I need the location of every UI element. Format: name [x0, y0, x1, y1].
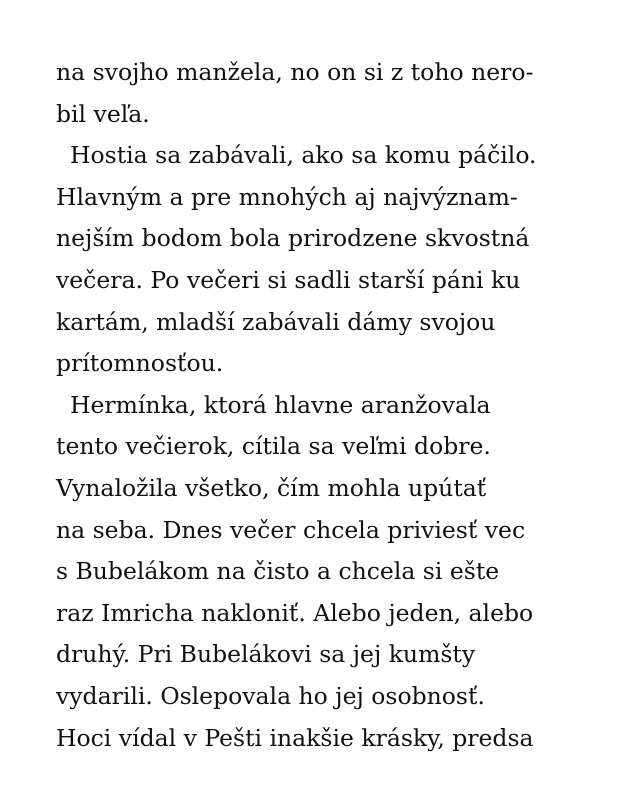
text-line-9: Hermínka, ktorá hlavne aranžovala	[70, 390, 491, 419]
text-line-5: nejším bodom bola prirodzene skvostná	[56, 224, 530, 253]
text-line-3: Hostia sa zabávali, ako sa komu páčilo.	[70, 141, 537, 170]
text-line-11: Vynaložila všetko, čím mohla upútať	[56, 473, 487, 502]
text-line-8: prítomnosťou.	[56, 349, 224, 378]
text-line-2: bil veľa.	[56, 99, 150, 128]
text-line-6: večera. Po večeri si sadli starší páni ku	[56, 265, 521, 294]
book-page-text	[56, 52, 596, 759]
text-line-15: druhý. Pri Bubelákovi sa jej kumšty	[56, 640, 476, 669]
text-line-12: na seba. Dnes večer chcela priviesť vec	[56, 515, 526, 544]
text-line-14: raz Imricha nakloniť. Alebo jeden, alebo	[56, 598, 534, 627]
text-line-17: Hoci vídal v Pešti inakšie krásky, predsa	[56, 723, 534, 752]
text-line-10: tento večierok, cítila sa veľmi dobre.	[56, 432, 491, 461]
text-line-4: Hlavným a pre mnohých aj najvýznam-	[56, 182, 518, 211]
text-line-16: vydarili. Oslepovala ho jej osobnosť.	[56, 681, 485, 710]
text-line-7: kartám, mladší zabávali dámy svojou	[56, 307, 496, 336]
text-line-13: s Bubelákom na čisto a chcela si ešte	[56, 557, 500, 586]
text-line-1: na svojho manžela, no on si z toho nero-	[56, 58, 534, 86]
